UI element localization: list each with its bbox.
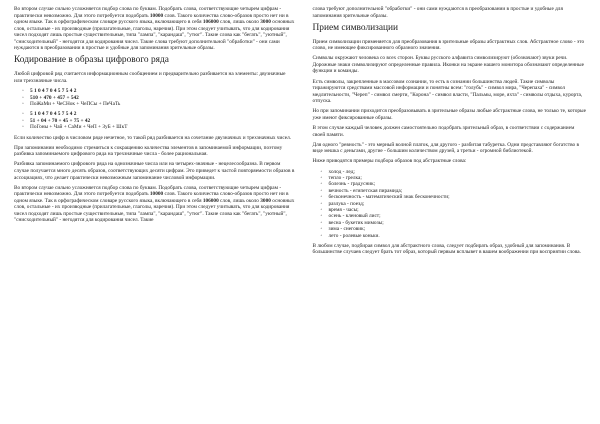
paragraph: Но при запоминании приходится преобразовывать в зрительные образы любые абстрактные слова, не только те, которые уже имеют фиксированные образы.: [312, 108, 586, 121]
list-item: ◦ вечность - египетская пирамида;: [321, 188, 589, 194]
paragraph: Во втором случае сильно усложняется подбор слова по буквам. Подобрать слова, соответствующие четырем цифрам - практически невозможно. Для этого потребуется подобрать 10000 слов. Такого количества слово-образов просто нет ни в одном языке. Так в орфографическом словаре русского языка, включающего в себя 106000 слов, лишь около 3000 основных слов, остальные - их производные (прилагательные, глаголы, наречия). При этом следует учитывать, что для кодирования чисел подходят лишь простые существительные, типа "лампа", "карандаш", "утюг". Такие слова как "бегать", "уютный", "снисходительный" - негодятся для кодирования чисел. Такие слова требуют дополнительной "обработки" - они сами нуждаются в преобразовании в простые и удобные для запоминания зрительные образы.: [14, 6, 295, 52]
list-item: ◦ зима - снеговик;: [321, 226, 589, 232]
paragraph: Во втором случае сильно усложняется подбор слова по буквам. Подобрать слова, соответствующие четырем цифрам - практически невозможно. Для этого потребуется подобрать 10000 слов. Такого количества слово-образов просто нет ни в одном языке. Так в орфографическом словаре русского языка, включающего в себя 106000 слов, лишь около 3000 основных слов, остальные - их производные (прилагательные, глаголы, наречия). При этом следует учитывать, что для кодирования чисел подходят лишь простые существительные, типа "лампа", "карандаш", "утюг". Такие слова как "бегать", "уютный", "снисходительный" - негодятся для кодирования чисел. Такие: [14, 184, 295, 224]
list-item: ◦ время - часы;: [321, 207, 589, 213]
paragraph: Ниже приводятся примеры подбора образов под абстрактные слова:: [312, 158, 467, 165]
emphasized-number: 106000: [202, 197, 219, 204]
left-column: [14, 6, 295, 420]
paragraph: слова требуют дополнительной "обработки" - они сами нуждаются в преобразовании в простые и удобные для запоминания зрительные образы.: [312, 6, 563, 19]
list-item: ◦ холод - лед;: [321, 169, 589, 175]
code-example-two-digit: [14, 111, 295, 131]
digit-split: ◦ 51 + 04 + 70 + 45 + 75 + 42: [22, 118, 295, 125]
list-item: ◦ бесконечность - математический знак бесконечности;: [321, 194, 589, 200]
emphasized-number: 10000: [149, 191, 164, 198]
list-item: ◦ тепло - грелка;: [321, 175, 589, 181]
digit-sequence: ◦ 5 1 0 4 7 0 4 5 7 5 4 2: [22, 111, 295, 118]
paragraph: Если количество цифр в числовом ряде нечетное, то такой ряд разбивается на сочетание двузначных и трехзначных чисел.: [14, 134, 292, 141]
list-item: ◦ весна - букетик мимозы;: [321, 220, 589, 226]
emphasized-number: 3000: [260, 19, 271, 26]
paragraph: Есть символы, закрепленные в массовом сознании, то есть в сознании большинства людей. Такие символы тиражируются средствами массовой информации и понятны всем: "голубь" - символ мира, "Черепаха" - символ медлительности, "Череп" - символ смерти, "Корона" - символ власти, "Пальмы, море, яхта" - символы отдыха, курорта, отпуска.: [312, 78, 583, 105]
paragraph: В этом случае каждый человек должен самостоятельно подобрать зрительный образ, в соответствии с содержанием своей памяти.: [312, 125, 575, 138]
emphasized-number: 10000: [149, 12, 164, 19]
paragraph: Символы окружают человека со всех сторон. Буквы русского алфавита символизируют (обозначают) звуки речи. Дорожные знаки символизируют определенные правила. Иконки на экране нашего монитора обозначают определенные функции и команды.: [312, 55, 584, 75]
digit-split: ◦ 510 + 470 + 457 + 542: [22, 95, 295, 102]
list-item: ◦ осень - кленовый лист;: [321, 213, 589, 219]
emphasized-number: 3000: [260, 197, 271, 204]
paragraph: Прием символизации применяется для преобразования в зрительные образы абстрактных слов. Абстрактное слово - это слово, не имеющее фиксированного образного значения.: [312, 38, 585, 52]
code-example-three-digit: [14, 88, 295, 108]
list-item: ◦ разлука - поезд;: [321, 201, 589, 207]
digit-sequence: ◦ 5 1 0 4 7 0 4 5 7 5 4 2: [22, 88, 295, 95]
word-encoding: ◦ ПоЖаМи + ЧеСНок + ЧеПСы + ПеЧаТь: [22, 101, 295, 108]
abstract-word-examples: [313, 169, 589, 239]
section-heading-digit-coding: Кодирование в образы цифрового ряда: [14, 55, 169, 66]
paragraph: В любом случае, подбирая символ для абстрактного слова, следует подбирать образ, удобный для запоминания. В большинстве случаев следует брать тот образ, который первым всплывет в вашем воображении при восприятии слова.: [312, 242, 581, 256]
section-heading-symbolization: Прием символизации: [312, 22, 399, 33]
paragraph: Разбивка запоминаемого цифрового ряда на однозначные числа или на четырех-значные - нецелесообразна. В первом случае получается много десять образов, соответствующих десяти цифрам. Это приведет к частой повторяемости образов в ассоциациях, что делает практически невозможным запоминание числовой информации.: [14, 161, 295, 181]
emphasized-number: 106000: [202, 19, 219, 26]
list-item: ◦ болезнь - градусник;: [321, 181, 589, 187]
word-encoding: ◦ ПоГоны + Чай + СаМи + ЧеП + ЗуБ + ШкТ: [22, 124, 295, 131]
right-column: [313, 6, 589, 420]
list-item: ◦ лето - ролевые коньки.: [321, 233, 589, 239]
paragraph: При запоминании необходимо стремиться к сокращению количества элементов в запоминаемой информации, поэтому разбивка запоминаемого цифрового ряда на трехзначные числа - более рациональная.: [14, 144, 283, 158]
paragraph: Для одного "ревность" - это мерный волной платок, для другого - разбитая табуретка. Одни представляют богатство в виде мешка с деньгами, другие - большим количеством друзей, а третьи - огромной библиотекой.: [312, 141, 580, 155]
paragraph: Любой цифровой ряд считается информационным сообщением и предварительно разбивается на элементы: двузначные или трехзначные числа.: [14, 71, 286, 84]
